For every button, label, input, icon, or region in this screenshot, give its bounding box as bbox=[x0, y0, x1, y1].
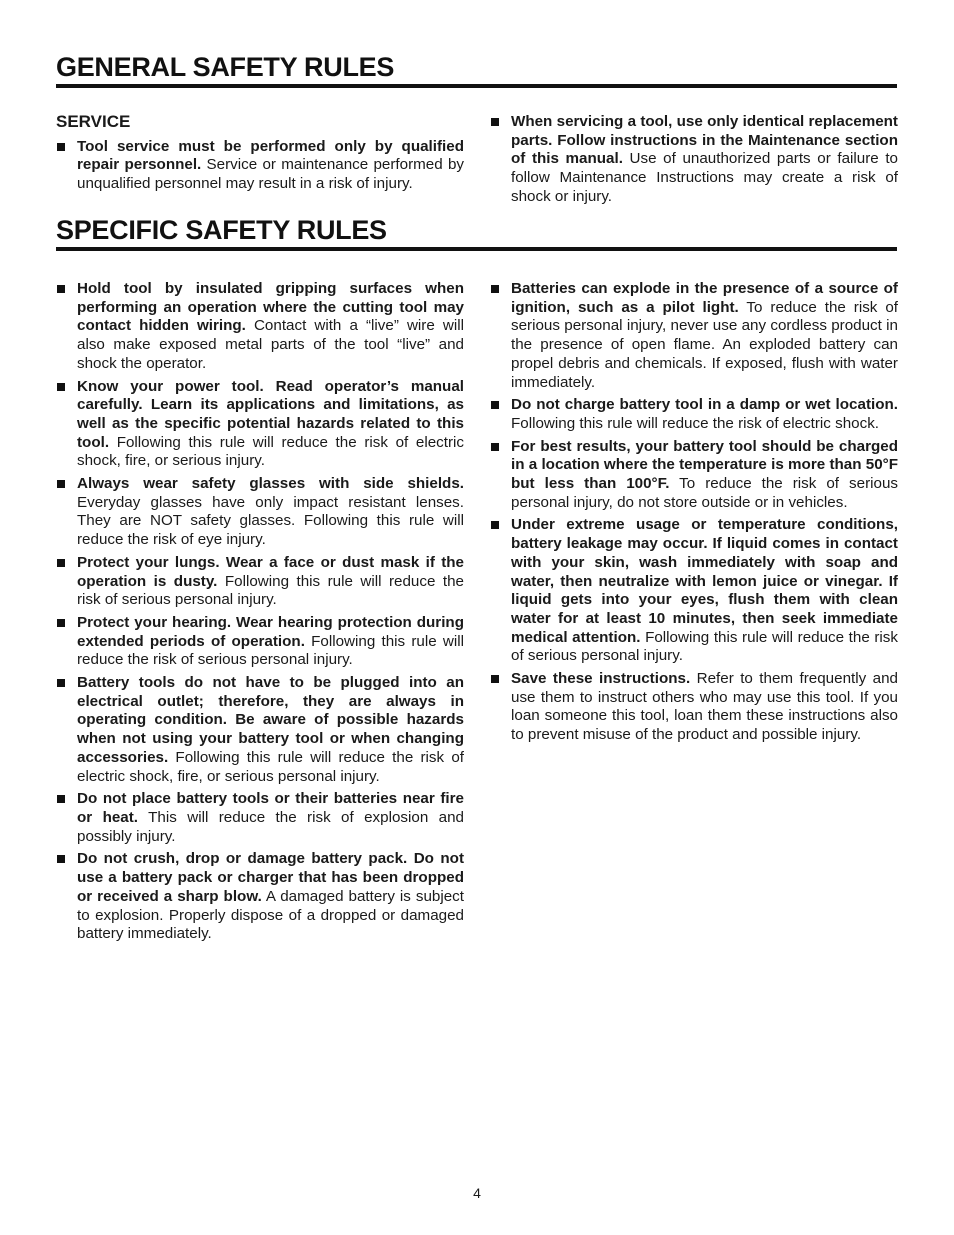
rule-text: This will reduce the risk of explosion and possibly injury. bbox=[77, 808, 465, 845]
square-bullet-icon bbox=[491, 675, 499, 683]
rule-item bbox=[56, 850, 464, 944]
rule-item bbox=[490, 396, 898, 433]
rule-item bbox=[490, 280, 898, 392]
square-bullet-icon bbox=[57, 285, 65, 293]
rule-text: Following this rule will reduce the risk of serious personal injury. bbox=[77, 572, 464, 609]
square-bullet-icon bbox=[57, 795, 65, 803]
rule-bold-text: Do not charge battery tool in a damp or wet location. bbox=[511, 396, 898, 414]
rule-bold-text: For best results, your battery tool should be charged in a location where the temperature is more than 50°F but less than 100°F. bbox=[511, 437, 898, 493]
service-left-column bbox=[56, 113, 464, 198]
rule-bold-text: Save these instructions. bbox=[511, 670, 691, 688]
square-bullet-icon bbox=[57, 679, 65, 687]
rule-text: Refer to them frequently and use them to instruct others who may use this tool. If you loan someone this tool, loan them these instructions also to prevent misuse of the product and possible injury. bbox=[511, 670, 898, 744]
rule-item bbox=[56, 674, 464, 786]
rule-bold-text: Batteries can explode in the presence of a source of ignition, such as a pilot light. bbox=[511, 280, 898, 316]
rule-bold-text: Battery tools do not have to be plugged into an electrical outlet; therefore, they are always in operating condition. Be aware of possible hazards when not using your battery tool or when changing accessories. bbox=[77, 674, 464, 766]
rule-bold-text: Do not crush, drop or damage battery pack. Do not use a battery pack or charger that has been dropped or received a sharp blow. bbox=[77, 850, 464, 905]
square-bullet-icon bbox=[57, 619, 65, 627]
page-number: 4 bbox=[473, 1185, 481, 1201]
rule-text: Everyday glasses have only impact resistant lenses. They are NOT safety glasses. Following this rule will reduce the risk of eye injury. bbox=[77, 493, 464, 549]
rule-text: Use of unauthorized parts or failure to follow Maintenance Instructions may create a risk of shock or injury. bbox=[511, 150, 898, 205]
square-bullet-icon bbox=[57, 559, 65, 567]
rule-bold-text: Protect your lungs. Wear a face or dust mask if the operation is dusty. bbox=[77, 553, 464, 590]
rule-item bbox=[56, 138, 464, 194]
square-bullet-icon bbox=[491, 118, 499, 126]
service-right-list bbox=[490, 113, 898, 207]
rule-item bbox=[56, 378, 464, 472]
rule-text: Following this rule will reduce the risk of serious personal injury. bbox=[511, 628, 898, 665]
square-bullet-icon bbox=[57, 480, 65, 488]
rule-item bbox=[56, 475, 464, 550]
rule-item bbox=[490, 113, 898, 207]
specific-left-list bbox=[56, 280, 464, 944]
square-bullet-icon bbox=[57, 855, 65, 863]
rule-bold-text: When servicing a tool, use only identical replacement parts. Follow instructions in the Maintenance section of this manual. bbox=[511, 113, 898, 168]
rule-bold-text: Under extreme usage or temperature conditions, battery leakage may occur. If liquid comes in contact with your skin, wash immediately with soap and water, then neutralize with lemon juice or vinegar. If liquid gets into your eyes, flush them with clean water for at least 10 minutes, then seek immediate medical attention. bbox=[511, 516, 898, 646]
rule-item bbox=[490, 670, 898, 745]
rule-text: Following this rule will reduce the risk of electric shock. bbox=[511, 414, 880, 432]
service-right-column bbox=[490, 113, 898, 211]
rule-text: Following this rule will reduce the risk of serious personal injury. bbox=[77, 632, 464, 669]
specific-right-column bbox=[490, 280, 898, 749]
rule-item bbox=[490, 516, 898, 666]
square-bullet-icon bbox=[491, 285, 499, 293]
general-safety-rules-title: GENERAL SAFETY RULES bbox=[56, 52, 897, 88]
rule-item bbox=[56, 554, 464, 610]
rule-text: A damaged battery is subject to explosion. Properly dispose of a dropped or damaged battery immediately. bbox=[77, 887, 464, 943]
square-bullet-icon bbox=[491, 401, 499, 409]
rule-item bbox=[56, 614, 464, 670]
square-bullet-icon bbox=[57, 383, 65, 391]
rule-bold-text: Tool service must be performed only by qualified repair personnel. bbox=[77, 137, 464, 174]
specific-left-column bbox=[56, 280, 464, 948]
rule-item bbox=[490, 438, 898, 513]
specific-right-list bbox=[490, 280, 898, 745]
rule-text: Service or maintenance performed by unqualified personnel may result in a risk of injury. bbox=[77, 156, 464, 193]
rule-bold-text: Know your power tool. Read operator’s manual carefully. Learn its applications and limitations, as well as the specific potential hazards related to this tool. bbox=[77, 377, 464, 451]
rule-text: Contact with a “live” wire will also make exposed metal parts of the tool “live” and shock the operator. bbox=[77, 317, 464, 372]
rule-text: Following this rule will reduce the risk of electric shock, fire, or serious injury. bbox=[77, 433, 464, 470]
rule-item bbox=[56, 280, 464, 374]
square-bullet-icon bbox=[491, 443, 499, 451]
rule-item bbox=[56, 790, 464, 846]
square-bullet-icon bbox=[491, 521, 499, 529]
rule-text: To reduce the risk of serious personal injury, never use any cordless product in the presence of open flame. An exploded battery can propel debris and chemicals. If exposed, flush with water immediately. bbox=[511, 298, 898, 391]
rule-bold-text: Always wear safety glasses with side shields. bbox=[77, 475, 464, 493]
service-heading: SERVICE bbox=[56, 112, 131, 131]
specific-safety-rules-title: SPECIFIC SAFETY RULES bbox=[56, 215, 897, 251]
rule-bold-text: Hold tool by insulated gripping surfaces when performing an operation where the cutting tool may contact hidden wiring. bbox=[77, 280, 464, 335]
rule-text: To reduce the risk of serious personal injury, do not store outside or in vehicles. bbox=[511, 475, 898, 511]
rule-bold-text: Do not place battery tools or their batteries near fire or heat. bbox=[77, 790, 464, 826]
rule-bold-text: Protect your hearing. Wear hearing protection during extended periods of operation. bbox=[77, 613, 464, 650]
service-left-list bbox=[56, 138, 464, 194]
square-bullet-icon bbox=[57, 143, 65, 151]
rule-text: Following this rule will reduce the risk of electric shock, fire, or serious personal injury. bbox=[77, 748, 464, 785]
